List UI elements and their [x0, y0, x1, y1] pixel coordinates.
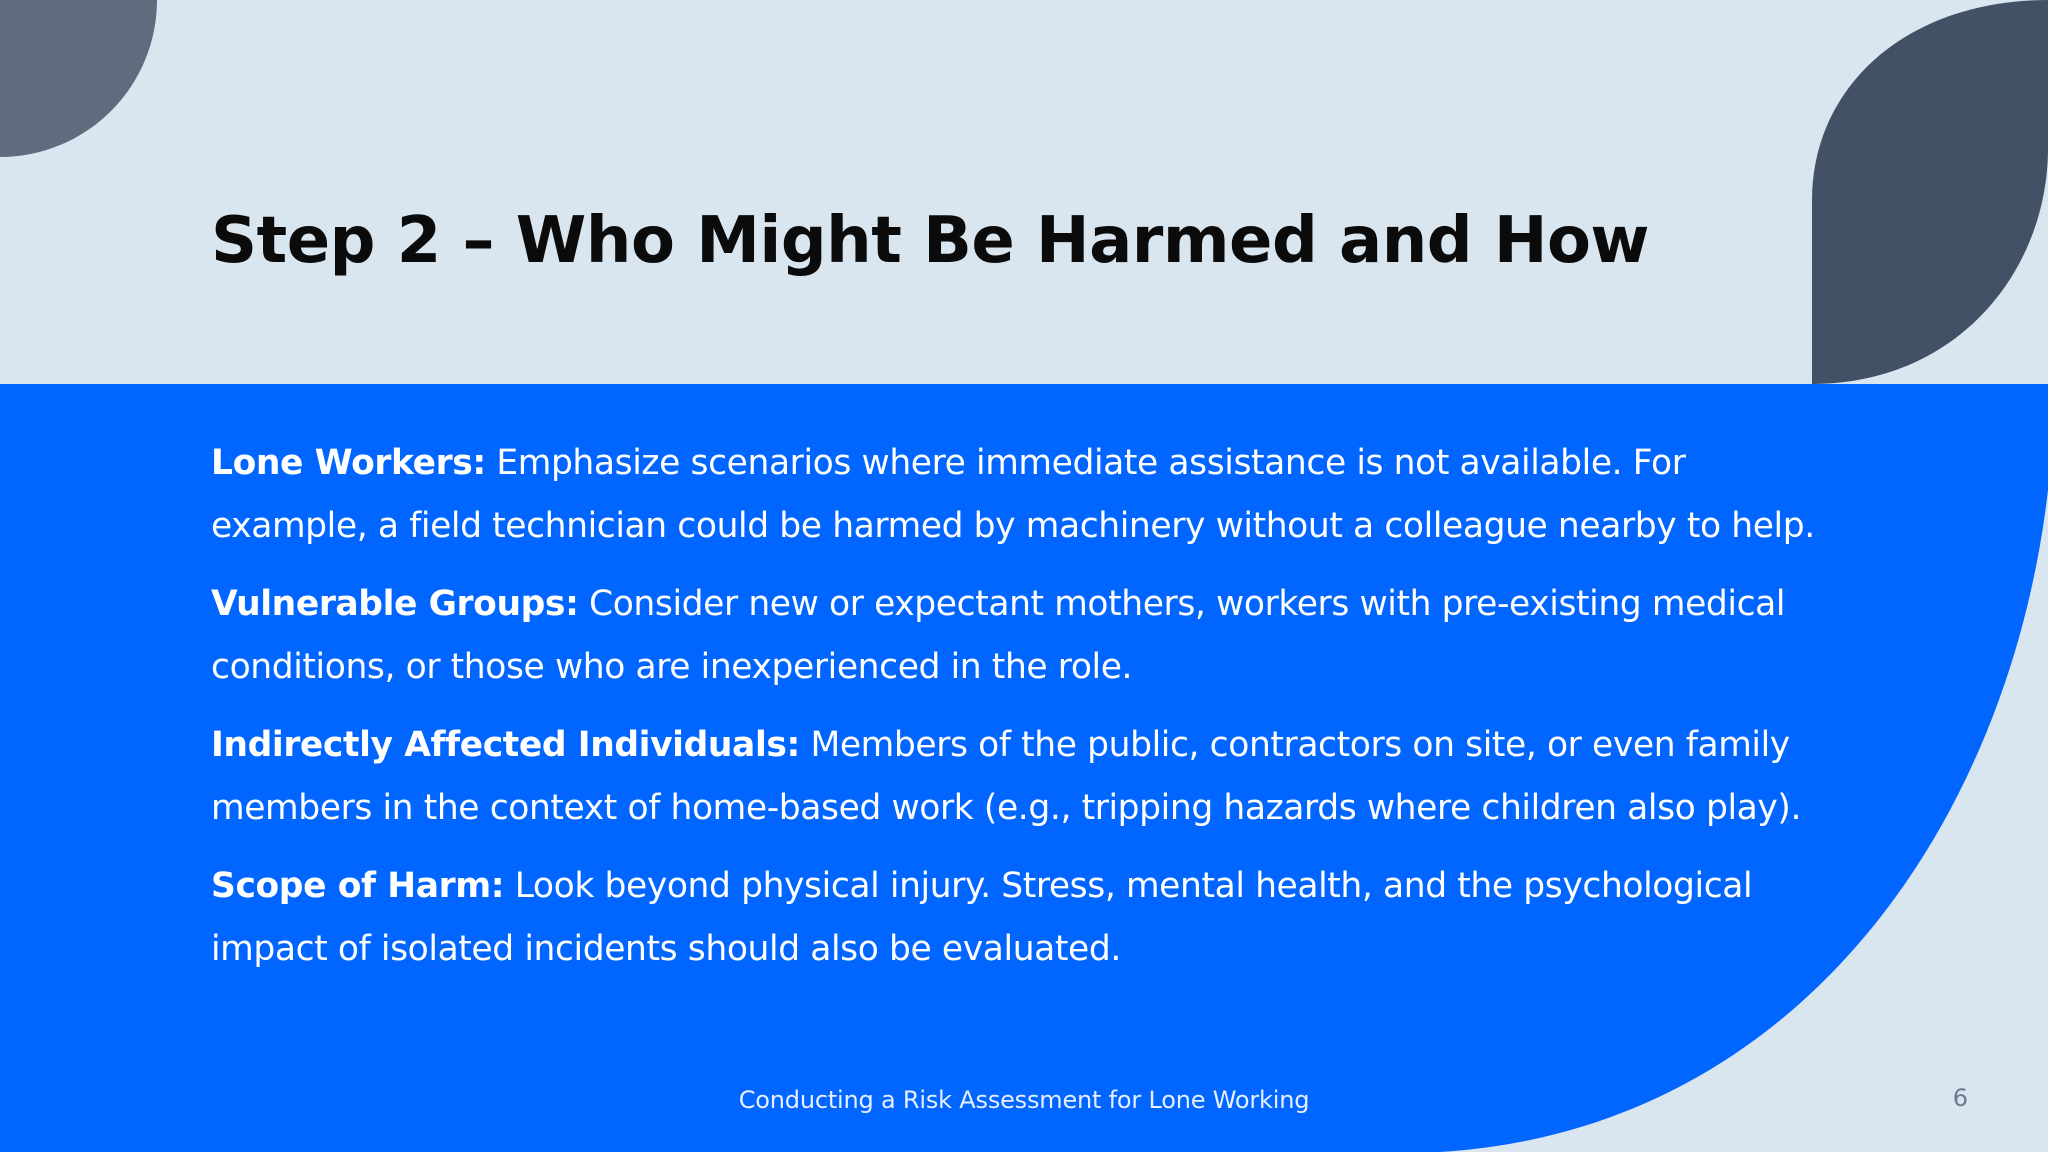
- slide-title: Step 2 – Who Might Be Harmed and How: [211, 204, 1650, 278]
- bullet-lead: Lone Workers:: [211, 443, 486, 483]
- bullet-lone-workers: [211, 432, 1851, 558]
- page-number: 6: [1952, 1084, 1968, 1112]
- bullet-lead: Indirectly Affected Individuals:: [211, 725, 800, 765]
- corner-quarter-circle: [0, 0, 157, 157]
- slide-footer: Conducting a Risk Assessment for Lone Working: [738, 1086, 1310, 1114]
- bullet-scope-of-harm: [211, 855, 1851, 981]
- bullet-vulnerable-groups: [211, 573, 1851, 699]
- slide-body: [211, 432, 1851, 996]
- bullet-text: Consider new or expectant mothers, workers with pre-existing medical conditions, or those who are inexperienced in the role.: [211, 584, 1786, 687]
- bullet-indirectly-affected: [211, 714, 1851, 840]
- corner-leaf-shape: [1812, 0, 2048, 384]
- bullet-text: Emphasize scenarios where immediate assistance is not available. For example, a field technician could be harmed by machinery without a colleague nearby to help.: [211, 443, 1815, 546]
- bullet-text: Members of the public, contractors on site, or even family members in the context of home-based work (e.g., tripping hazards where children also play).: [211, 725, 1802, 828]
- bullet-lead: Vulnerable Groups:: [211, 584, 579, 624]
- bullet-lead: Scope of Harm:: [211, 866, 505, 906]
- bullet-text: Look beyond physical injury. Stress, mental health, and the psychological impact of isolated incidents should also be evaluated.: [211, 866, 1753, 969]
